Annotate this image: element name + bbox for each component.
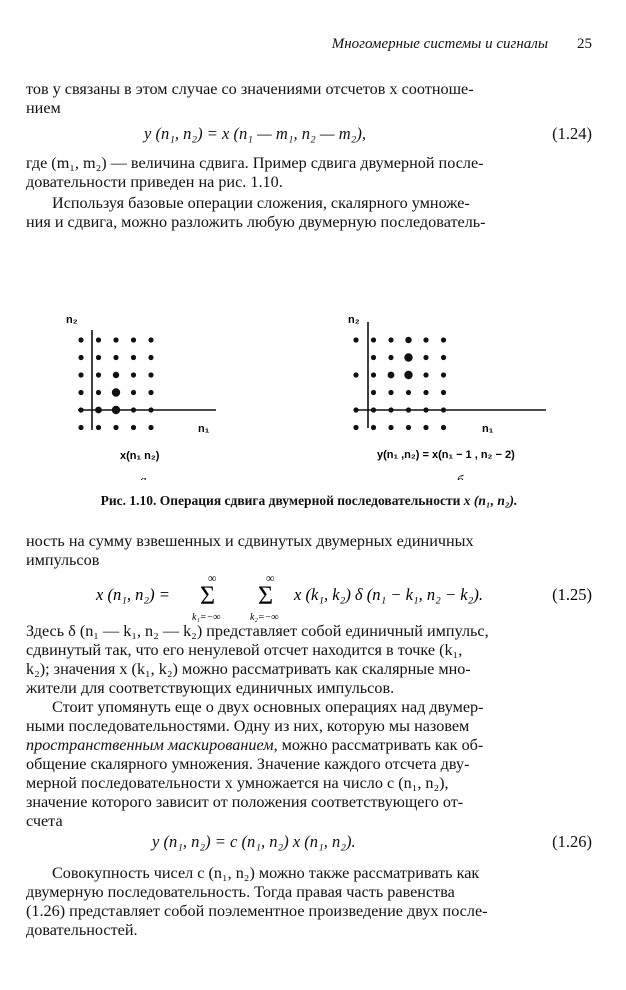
equation-body: y (n₁, n₂) = x (n₁ — m₁, n₂ — m₂),: [144, 124, 366, 143]
sequence-sample-dot: [113, 372, 119, 378]
sequence-sample-dot: [78, 425, 83, 430]
sequence-sample-dot: [388, 337, 393, 342]
equation-rhs: x (k₁, k₂) δ (n₁ − k₁, n₂ − k₂).: [294, 585, 483, 604]
sequence-sample-dot: [353, 337, 358, 342]
sequence-sample-dot: [441, 372, 446, 377]
sequence-sample-dot: [112, 406, 120, 414]
sequence-sample-dot: [388, 425, 393, 430]
sigma-2: Σ: [258, 581, 274, 610]
sequence-sample-dot: [78, 390, 83, 395]
equation-lhs: x (n₁, n₂) =: [96, 585, 170, 604]
panel-b-sequence-label: y(n₁ ,n₂) = x(n₁ − 1 , n₂ − 2): [377, 449, 515, 461]
sequence-sample-dot: [371, 390, 376, 395]
sequence-sample-dot: [406, 425, 411, 430]
equation-number: (1.25): [552, 585, 592, 604]
figure-caption: [26, 493, 592, 509]
sequence-sample-dot: [441, 337, 446, 342]
sequence-sample-dot: [371, 355, 376, 360]
sequence-sample-dot: [112, 388, 120, 396]
panel-a-letter: а: [140, 472, 147, 480]
text-line: тов y связаны в этом случае со значениями отсчетов x соотноше-: [26, 80, 474, 98]
sequence-sample-dot: [441, 425, 446, 430]
sequence-sample-dot: [371, 337, 376, 342]
text-line: довательности приведен на рис. 1.10.: [26, 173, 283, 191]
sequence-sample-dot: [113, 355, 118, 360]
sequence-sample-dot: [78, 372, 83, 377]
text-line: ния и сдвига, можно разложить любую двумерную последователь-: [26, 213, 486, 231]
text-line: жители для соответствующих единичных импульсов.: [26, 679, 395, 697]
paragraph-1: [26, 80, 592, 118]
sequence-sample-dot: [96, 372, 101, 377]
caption-prefix: Рис. 1.10.: [100, 493, 157, 508]
text-line: Совокупность чисел c (n₁, n₂) можно также рассматривать как: [52, 864, 480, 882]
sequence-sample-dot: [96, 337, 101, 342]
sequence-sample-dot: [405, 337, 411, 343]
equation-1-26: [26, 832, 592, 856]
sequence-sample-dot: [441, 390, 446, 395]
sequence-sample-dot: [371, 425, 376, 430]
sequence-sample-dot: [404, 353, 412, 361]
sequence-sample-dot: [423, 372, 428, 377]
panel-a-x-label: n₁: [198, 423, 210, 435]
sequence-sample-dot: [131, 372, 136, 377]
sum-lower-limit-2: k₂=−∞: [250, 612, 279, 623]
paragraph-3: [26, 194, 592, 232]
text-span: можно рассматривать как об-: [277, 736, 484, 754]
text-line: Здесь δ (n₁ — k₁, n₂ — k₂) представляет собой единичный импульс,: [26, 622, 489, 640]
sum-upper-limit-1: ∞: [208, 571, 217, 585]
text-line: мерной последовательности x умножается на число c (n₁, n₂),: [26, 774, 449, 792]
panel-a: [66, 314, 216, 480]
figure-svg: [26, 300, 592, 480]
sequence-sample-dot: [423, 425, 428, 430]
panel-b-y-label: n₂: [348, 314, 360, 326]
running-title: Многомерные системы и сигналы: [331, 36, 548, 52]
page-header: [26, 36, 592, 58]
equation-number: (1.26): [552, 832, 592, 851]
sequence-sample-dot: [95, 407, 102, 414]
sequence-sample-dot: [96, 425, 101, 430]
text-line: двумерную последовательность. Тогда правая часть равенства: [26, 883, 455, 901]
sequence-sample-dot: [131, 337, 136, 342]
sum-lower-limit-1: k₁=−∞: [192, 612, 221, 623]
sequence-sample-dot: [423, 337, 428, 342]
paragraph-2: [26, 154, 592, 192]
sequence-sample-dot: [388, 355, 393, 360]
paragraph-7: [26, 864, 592, 940]
sigma-1: Σ: [200, 581, 216, 610]
sequence-sample-dot: [148, 390, 153, 395]
sequence-sample-dot: [131, 407, 136, 412]
text-line: импульсов: [26, 551, 100, 569]
panel-a-dots: [78, 337, 153, 430]
caption-math: x (n₁, n₂).: [463, 493, 518, 508]
panel-b-letter: б: [457, 472, 464, 480]
page-number: 25: [577, 36, 592, 52]
sequence-sample-dot: [353, 425, 358, 430]
sequence-sample-dot: [78, 355, 83, 360]
text-line: Стоит упомянуть еще о двух основных операциях над двумер-: [52, 698, 484, 716]
equation-body: y (n₁, n₂) = c (n₁, n₂) x (n₁, n₂).: [152, 832, 356, 851]
sequence-sample-dot: [423, 390, 428, 395]
sequence-sample-dot: [388, 372, 395, 379]
paragraph-5: [26, 622, 592, 698]
sequence-sample-dot: [113, 337, 118, 342]
text-line: значение которого зависит от положения соответствующего от-: [26, 793, 464, 811]
sum-upper-limit-2: ∞: [266, 571, 275, 585]
sequence-sample-dot: [406, 407, 411, 412]
text-line: [26, 736, 592, 755]
equation-number: (1.24): [552, 124, 592, 143]
sequence-sample-dot: [96, 355, 101, 360]
sequence-sample-dot: [131, 355, 136, 360]
sequence-sample-dot: [388, 407, 393, 412]
sequence-sample-dot: [423, 407, 428, 412]
text-line: где (m₁, m₂) — величина сдвига. Пример сдвига двумерной после-: [26, 154, 484, 172]
sequence-sample-dot: [148, 407, 153, 412]
text-line: нием: [26, 99, 61, 117]
sequence-sample-dot: [353, 407, 358, 412]
panel-b: [348, 314, 546, 480]
figure-1-10: [26, 300, 592, 480]
text-line: сдвинутый так, что его ненулевой отсчет находится в точке (k₁,: [26, 641, 463, 659]
paragraph-4: [26, 532, 592, 570]
sequence-sample-dot: [148, 425, 153, 430]
equation-1-25-svg: [26, 568, 592, 628]
sequence-sample-dot: [371, 407, 376, 412]
sequence-sample-dot: [96, 390, 101, 395]
text-line: k₂); значения x (k₁, k₂) можно рассматривать как скалярные мно-: [26, 660, 471, 678]
sequence-sample-dot: [353, 372, 358, 377]
sequence-sample-dot: [113, 425, 118, 430]
equation-1-24: [26, 124, 592, 148]
sequence-sample-dot: [131, 425, 136, 430]
text-line: Используя базовые операции сложения, скалярного умноже-: [52, 194, 470, 212]
text-line: довательностей.: [26, 921, 138, 939]
caption-text: Операция сдвига двумерной последовательности: [159, 493, 461, 508]
text-line: счета: [26, 812, 63, 830]
italic-term: пространственным маскированием,: [26, 736, 278, 754]
sequence-sample-dot: [371, 372, 376, 377]
panel-a-sequence-label: x(n₁ n₂): [120, 450, 160, 462]
sequence-sample-dot: [131, 390, 136, 395]
text-line: ными последовательностями. Одну из них, которую мы назовем: [26, 717, 470, 735]
sequence-sample-dot: [441, 355, 446, 360]
sequence-sample-dot: [148, 372, 153, 377]
sequence-sample-dot: [441, 407, 446, 412]
sequence-sample-dot: [78, 407, 83, 412]
sequence-sample-dot: [148, 337, 153, 342]
panel-b-x-label: n₁: [482, 423, 494, 435]
equation-1-25: [26, 568, 592, 628]
sequence-sample-dot: [148, 355, 153, 360]
text-line: (1.26) представляет собой поэлементное произведение двух после-: [26, 902, 488, 920]
sequence-sample-dot: [388, 390, 393, 395]
sequence-sample-dot: [404, 371, 412, 379]
paragraph-6: [26, 698, 592, 831]
text-line: ность на сумму взвешенных и сдвинутых двумерных единичных: [26, 532, 474, 550]
sequence-sample-dot: [78, 337, 83, 342]
sequence-sample-dot: [423, 355, 428, 360]
sequence-sample-dot: [406, 390, 411, 395]
panel-a-y-label: n₂: [66, 314, 78, 326]
text-line: общение скалярного умножения. Значение каждого отсчета дву-: [26, 755, 470, 773]
